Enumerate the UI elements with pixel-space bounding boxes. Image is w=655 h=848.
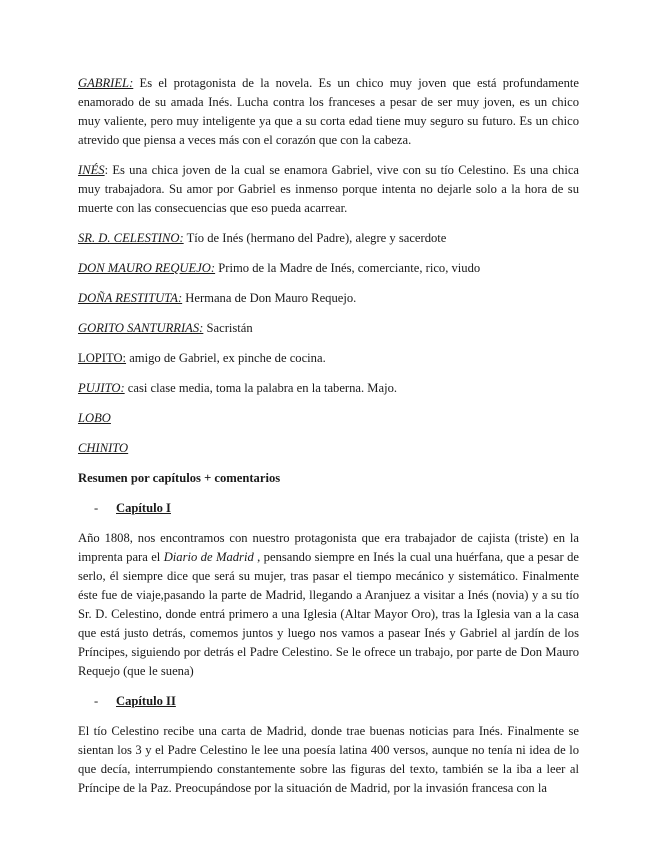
character-name: INÉS [78, 163, 105, 177]
character-mauro-requejo [78, 259, 579, 278]
character-name: LOPITO: [78, 351, 127, 365]
character-name: CHINITO [78, 441, 129, 455]
character-desc: Es el protagonista de la novela. Es un chico muy joven que está profundamente enamorado de su amada Inés. Lucha contra los franceses a pesar de ser muy joven, es un chico muy valiente, pero muy inteligente ya que a su corta edad tiene muy seguro su futuro. Es un chico atrevido que piensa a veces más con el corazón que con la cabeza. [78, 76, 579, 147]
character-desc: Sacristán [203, 321, 253, 335]
character-desc: : Es una chica joven de la cual se enamora Gabriel, vive con su tío Celestino. Es una chica muy trabajadora. Su amor por Gabriel es inmenso porque intenta no dejarle solo a la hora de su muerte con las consecuencias que eso pueda acarrear. [78, 163, 579, 215]
character-desc: Primo de la Madre de Inés, comerciante, rico, viudo [215, 261, 481, 275]
newspaper-title: Diario de Madrid [163, 550, 254, 564]
character-name: SR. D. CELESTINO: [78, 231, 184, 245]
character-name: DON MAURO REQUEJO: [78, 261, 216, 275]
character-name: PUJITO: [78, 381, 125, 395]
bullet-marker: - [94, 501, 99, 515]
character-ines [78, 161, 579, 218]
chapter-title: Capítulo II [116, 694, 176, 708]
character-name: GORITO SANTURRIAS: [78, 321, 204, 335]
chapter-title: Capítulo I [116, 501, 171, 515]
chapter-text: , pensando siempre en Inés la cual una huérfana, que a pesar de serlo, él siempre dice que será su mujer, tras pasar el tiempo mecánico y sistemático. Finalmente éste fue de viaje,pasando la parte de Madrid, llegando a Aranjuez a visitar a Inés (novia) y a su tío Sr. D. Celestino, donde entrá primero a una Iglesia (Altar Mayor Oro), tras la Iglesia van a la casa que está justo detrás, comemos juntos y luego nos vamos a pasear Inés y Gabriel al jardín de los Príncipes, siguiendo por detrás el Padre Celestino. Se le ofrece un trabajo, por parte de Don Mauro Requejo (que le suena) [78, 550, 579, 678]
character-pujito [78, 379, 579, 398]
character-chinito [78, 439, 579, 458]
character-name: GABRIEL: [78, 76, 134, 90]
character-celestino [78, 229, 579, 248]
character-desc: Tío de Inés (hermano del Padre), alegre y sacerdote [183, 231, 447, 245]
character-name: DOÑA RESTITUTA: [78, 291, 183, 305]
character-name: LOBO [78, 411, 111, 425]
character-gorito [78, 319, 579, 338]
bullet-marker: - [94, 694, 99, 708]
chapter-1-text [78, 529, 579, 681]
character-lobo [78, 409, 579, 428]
chapter-1-heading [78, 499, 579, 518]
chapter-2-text: El tío Celestino recibe una carta de Madrid, donde trae buenas noticias para Inés. Finalmente se sientan los 3 y el Padre Celestino le lee una poesía latina 400 versos, aunque no tenía ni idea de lo que decía, interrumpiendo constantemente sobre las figuras del texto, también se la iba a leer al Príncipe de la Paz. Preocupándose por la situación de Madrid, por la invasión francesa con la [78, 724, 579, 795]
summary-heading: Resumen por capítulos + comentarios [78, 471, 281, 485]
chapter-2-heading [78, 692, 579, 711]
character-lopito [78, 349, 579, 368]
character-restituta [78, 289, 579, 308]
chapter-text: Año 1808, nos encontramos con nuestro protagonista que era trabajador de cajista (triste) en la imprenta para el [78, 531, 579, 564]
character-desc: Hermana de Don Mauro Requejo. [182, 291, 357, 305]
character-gabriel [78, 74, 579, 150]
character-desc: casi clase media, toma la palabra en la taberna. Majo. [124, 381, 398, 395]
character-desc: amigo de Gabriel, ex pinche de cocina. [126, 351, 326, 365]
